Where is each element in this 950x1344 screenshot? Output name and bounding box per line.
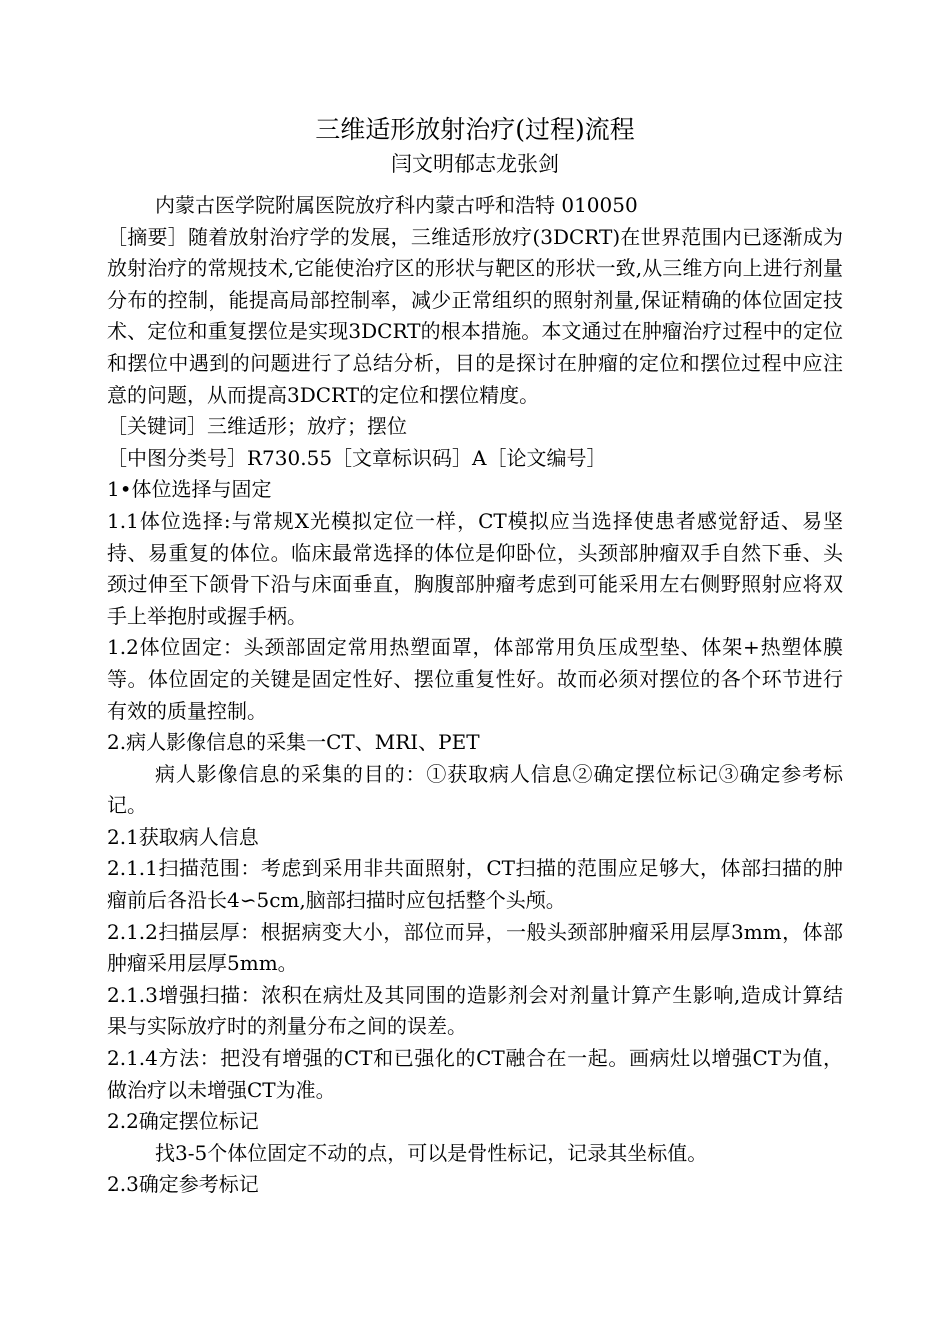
section-2-intro: 病人影像信息的采集的目的：①获取病人信息②确定摆位标记③确定参考标记。 [107, 761, 843, 818]
document-page [107, 112, 843, 1201]
keywords: ［关键词］三维适形；放疗；摆位 [107, 414, 407, 439]
section-1-2: 1.2体位固定：头颈部固定常用热塑面罩，体部常用负压成型垫、体架+热塑体膜等。体位固定的关键是固定性好、摆位重复性好。故而必须对摆位的各个环节进行有效的质量控制。 [107, 635, 843, 723]
section-1-1: 1.1体位选择:与常规X光模拟定位一样，CT模拟应当选择使患者感觉舒适、易坚持、易重复的体位。临床最常选择的体位是仰卧位，头颈部肿瘤双手自然下垂、头颈过伸至下颌骨下沿与床面垂直，胸腹部肿瘤考虑到可能采用左右侧野照射应将双手上举抱肘或握手柄。 [107, 508, 843, 628]
section-2-heading: 2.病人影像信息的采集一CT、MRI、PET [107, 730, 480, 755]
section-2-1-1: 2.1.1扫描范围：考虑到采用非共面照射，CT扫描的范围应足够大，体部扫描的肿瘤前后各沿长4∽5cm,脑部扫描时应包括整个头颅。 [107, 856, 843, 913]
section-2-1-4: 2.1.4方法：把没有增强的CT和已强化的CT融合在一起。画病灶以增强CT为值，做治疗以未增强CT为准。 [107, 1046, 843, 1102]
section-2-1-3: 2.1.3增强扫描：浓积在病灶及其同围的造影剂会对剂量计算产生影响,造成计算结果与实际放疗时的剂量分布之间的误差。 [107, 982, 843, 1039]
document-authors: 闫文明郁志龙张剑 [391, 152, 559, 176]
section-2-1-heading: 2.1获取病人信息 [107, 824, 259, 849]
section-2-3-heading: 2.3确定参考标记 [107, 1172, 259, 1197]
section-1-heading: 1•体位选择与固定 [107, 477, 272, 502]
section-2-1-2: 2.1.2扫描层厚：根据病变大小，部位而异，一般头颈部肿瘤采用层厚3mm，体部肿瘤采用层厚5mm。 [107, 919, 843, 976]
document-title: 三维适形放射治疗(过程)流程 [315, 115, 635, 144]
section-2-2-heading: 2.2确定摆位标记 [107, 1109, 259, 1134]
affiliation: 内蒙古医学院附属医院放疗科内蒙古呼和浩特 010050 [155, 193, 638, 217]
section-2-2-text: 找3-5个体位固定不动的点，可以是骨性标记，记录其坐标值。 [155, 1140, 708, 1165]
abstract: ［摘要］随着放射治疗学的发展，三维适形放疗(3DCRT)在世界范围内已逐渐成为放射治疗的常规技术,它能使治疗区的形状与靶区的形状一致,从三维方向上进行剂量分布的控制，能提高局部控制率，减少正常组织的照射剂量,保证精确的体位固定技术、定位和重复摆位是实现3DCRT的根本措施。本文通过在肿瘤治疗过程中的定位和摆位中遇到的问题进行了总结分析，目的是探讨在肿瘤的定位和摆位过程中应注意的问题，从而提高3DCRT的定位和摆位精度。 [107, 224, 843, 407]
classification: ［中图分类号］R730.55［文章标识码］A［论文编号］ [107, 445, 607, 470]
